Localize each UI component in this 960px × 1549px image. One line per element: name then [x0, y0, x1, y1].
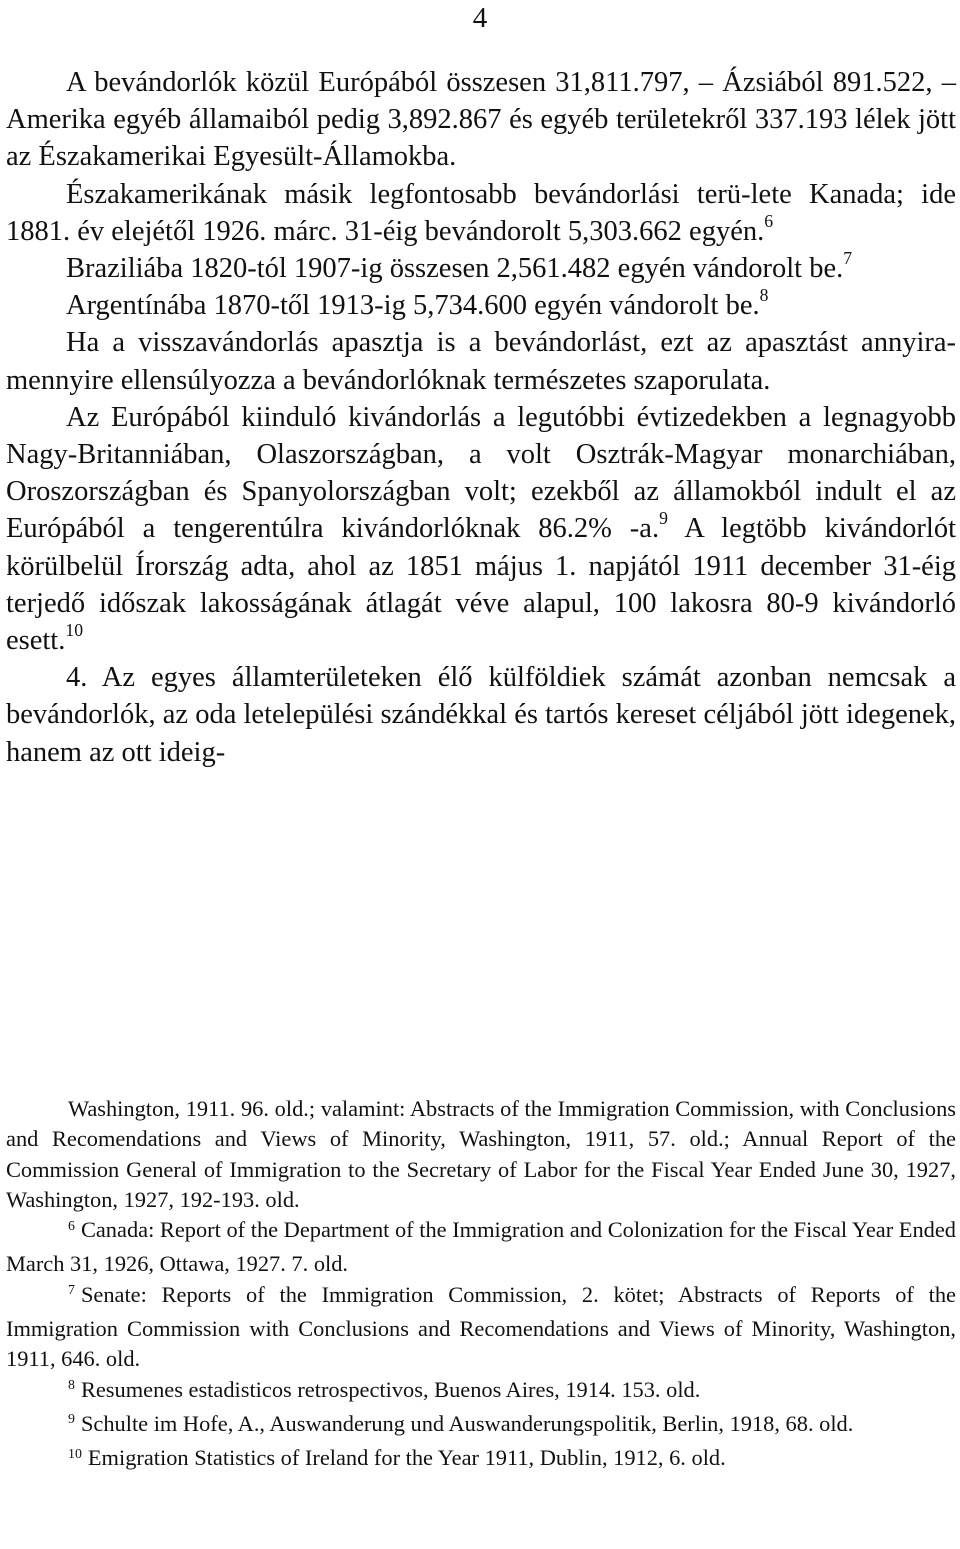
paragraph-3-text: Braziliába 1820-tól 1907-ig összesen 2,561.482 egyén vándorolt be.	[66, 253, 844, 285]
paragraph-6	[6, 399, 956, 659]
footnote-8	[6, 1375, 956, 1409]
footnote-ref-8: 8	[759, 285, 769, 306]
footnote-ref-7: 7	[843, 247, 853, 268]
paragraph-2-text: Északamerikának másik legfontosabb bevándorlási terü-lete Kanada; ide 1881. év elejétől 1926. márc. 31-éig bevándorolt 5,303.662 egyén.	[6, 178, 956, 247]
footnote-6-mark: 6	[68, 1218, 75, 1234]
paragraph-6-text-a: Az Európából kiinduló kivándorlás a legutóbbi évtizedekben a legnagyobb Nagy-Britanniában, Olaszországban, a volt Osztrák-Magyar monarchiában, Oroszországban és Spanyolországban volt; ezekből az államokból indult el az Európából a tengerentúlra kivándorlóknak 86.2% -a.	[6, 401, 956, 545]
footnote-7-mark: 7	[68, 1283, 75, 1299]
footnote-8-mark: 8	[68, 1378, 75, 1394]
paragraph-5: Ha a visszavándorlás apasztja is a bevándorlást, ezt az apasztást annyira-mennyire ellensúlyozza a bevándorlóknak természetes szaporulata.	[6, 327, 956, 396]
footnote-7	[6, 1280, 956, 1375]
footnotes	[6, 1094, 956, 1478]
footnote-10	[6, 1443, 956, 1477]
paragraph-7: 4. Az egyes államterületeken élő külföldiek számát azonban nemcsak a bevándorlók, az oda letelepülési szándékkal és tartós kereset céljából jött idegenek, hanem az ott ideig-	[6, 662, 956, 768]
page-number: 4	[472, 2, 488, 34]
footnote-9	[6, 1409, 956, 1443]
paragraph-1: A bevándorlók közül Európából összesen 31,811.797, – Ázsiából 891.522, – Amerika egyéb államaiból pedig 3,892.867 és egyéb területekről 337.193 lélek jött az Északamerikai Egyesült-Államokba.	[6, 67, 956, 173]
paragraph-4-text: Argentínába 1870-től 1913-ig 5,734.600 egyén vándorolt be.	[66, 290, 760, 322]
paragraph-4	[6, 287, 956, 324]
footnote-continuation: Washington, 1911. 96. old.; valamint: Abstracts of the Immigration Commission, with Conclusions and Recomendations and Views of Minority, Washington, 1911, 57. old.; Annual Report of the Commission General of Immigration to the Secretary of Labor for the Fiscal Year Ended June 30, 1927, Washington, 1927, 192-193. old.	[6, 1096, 956, 1212]
footnote-10-text: Emigration Statistics of Ireland for the Year 1911, Dublin, 1912, 6. old.	[87, 1445, 726, 1471]
paragraph-3	[6, 247, 956, 287]
footnote-ref-9: 9	[659, 508, 668, 529]
footnote-9-mark: 9	[68, 1412, 75, 1428]
footnote-9-text: Schulte im Hofe, A., Auswanderung und Auswanderungspolitik, Berlin, 1918, 68. old.	[80, 1410, 854, 1436]
footnote-10-mark: 10	[68, 1446, 82, 1462]
main-text	[6, 64, 956, 771]
footnote-ref-10: 10	[65, 619, 84, 640]
footnote-8-text: Resumenes estadisticos retrospectivos, Buenos Aires, 1914. 153. old.	[80, 1376, 701, 1402]
footnote-6	[6, 1215, 956, 1280]
paragraph-6-text-b: A legtöbb kivándorlót körülbelül Írország adta, ahol az 1851 május 1. napjától 1911 december 31-éig terjedő időszak lakosságának átlagát véve alapul, 100 lakosra 80-9 kivándorló esett.	[6, 513, 956, 657]
paragraph-2	[6, 176, 956, 250]
footnote-7-text: Senate: Reports of the Immigration Commission, 2. kötet; Abstracts of Reports of the Immigration Commission with Conclusions and Recomendations and Views of Minority, Washington, 1911, 646. old.	[6, 1281, 956, 1372]
footnote-6-text: Canada: Report of the Department of the Immigration and Colonization for the Fiscal Year Ended March 31, 1926, Ottawa, 1927. 7. old.	[6, 1217, 956, 1277]
footnote-ref-6: 6	[764, 210, 774, 231]
